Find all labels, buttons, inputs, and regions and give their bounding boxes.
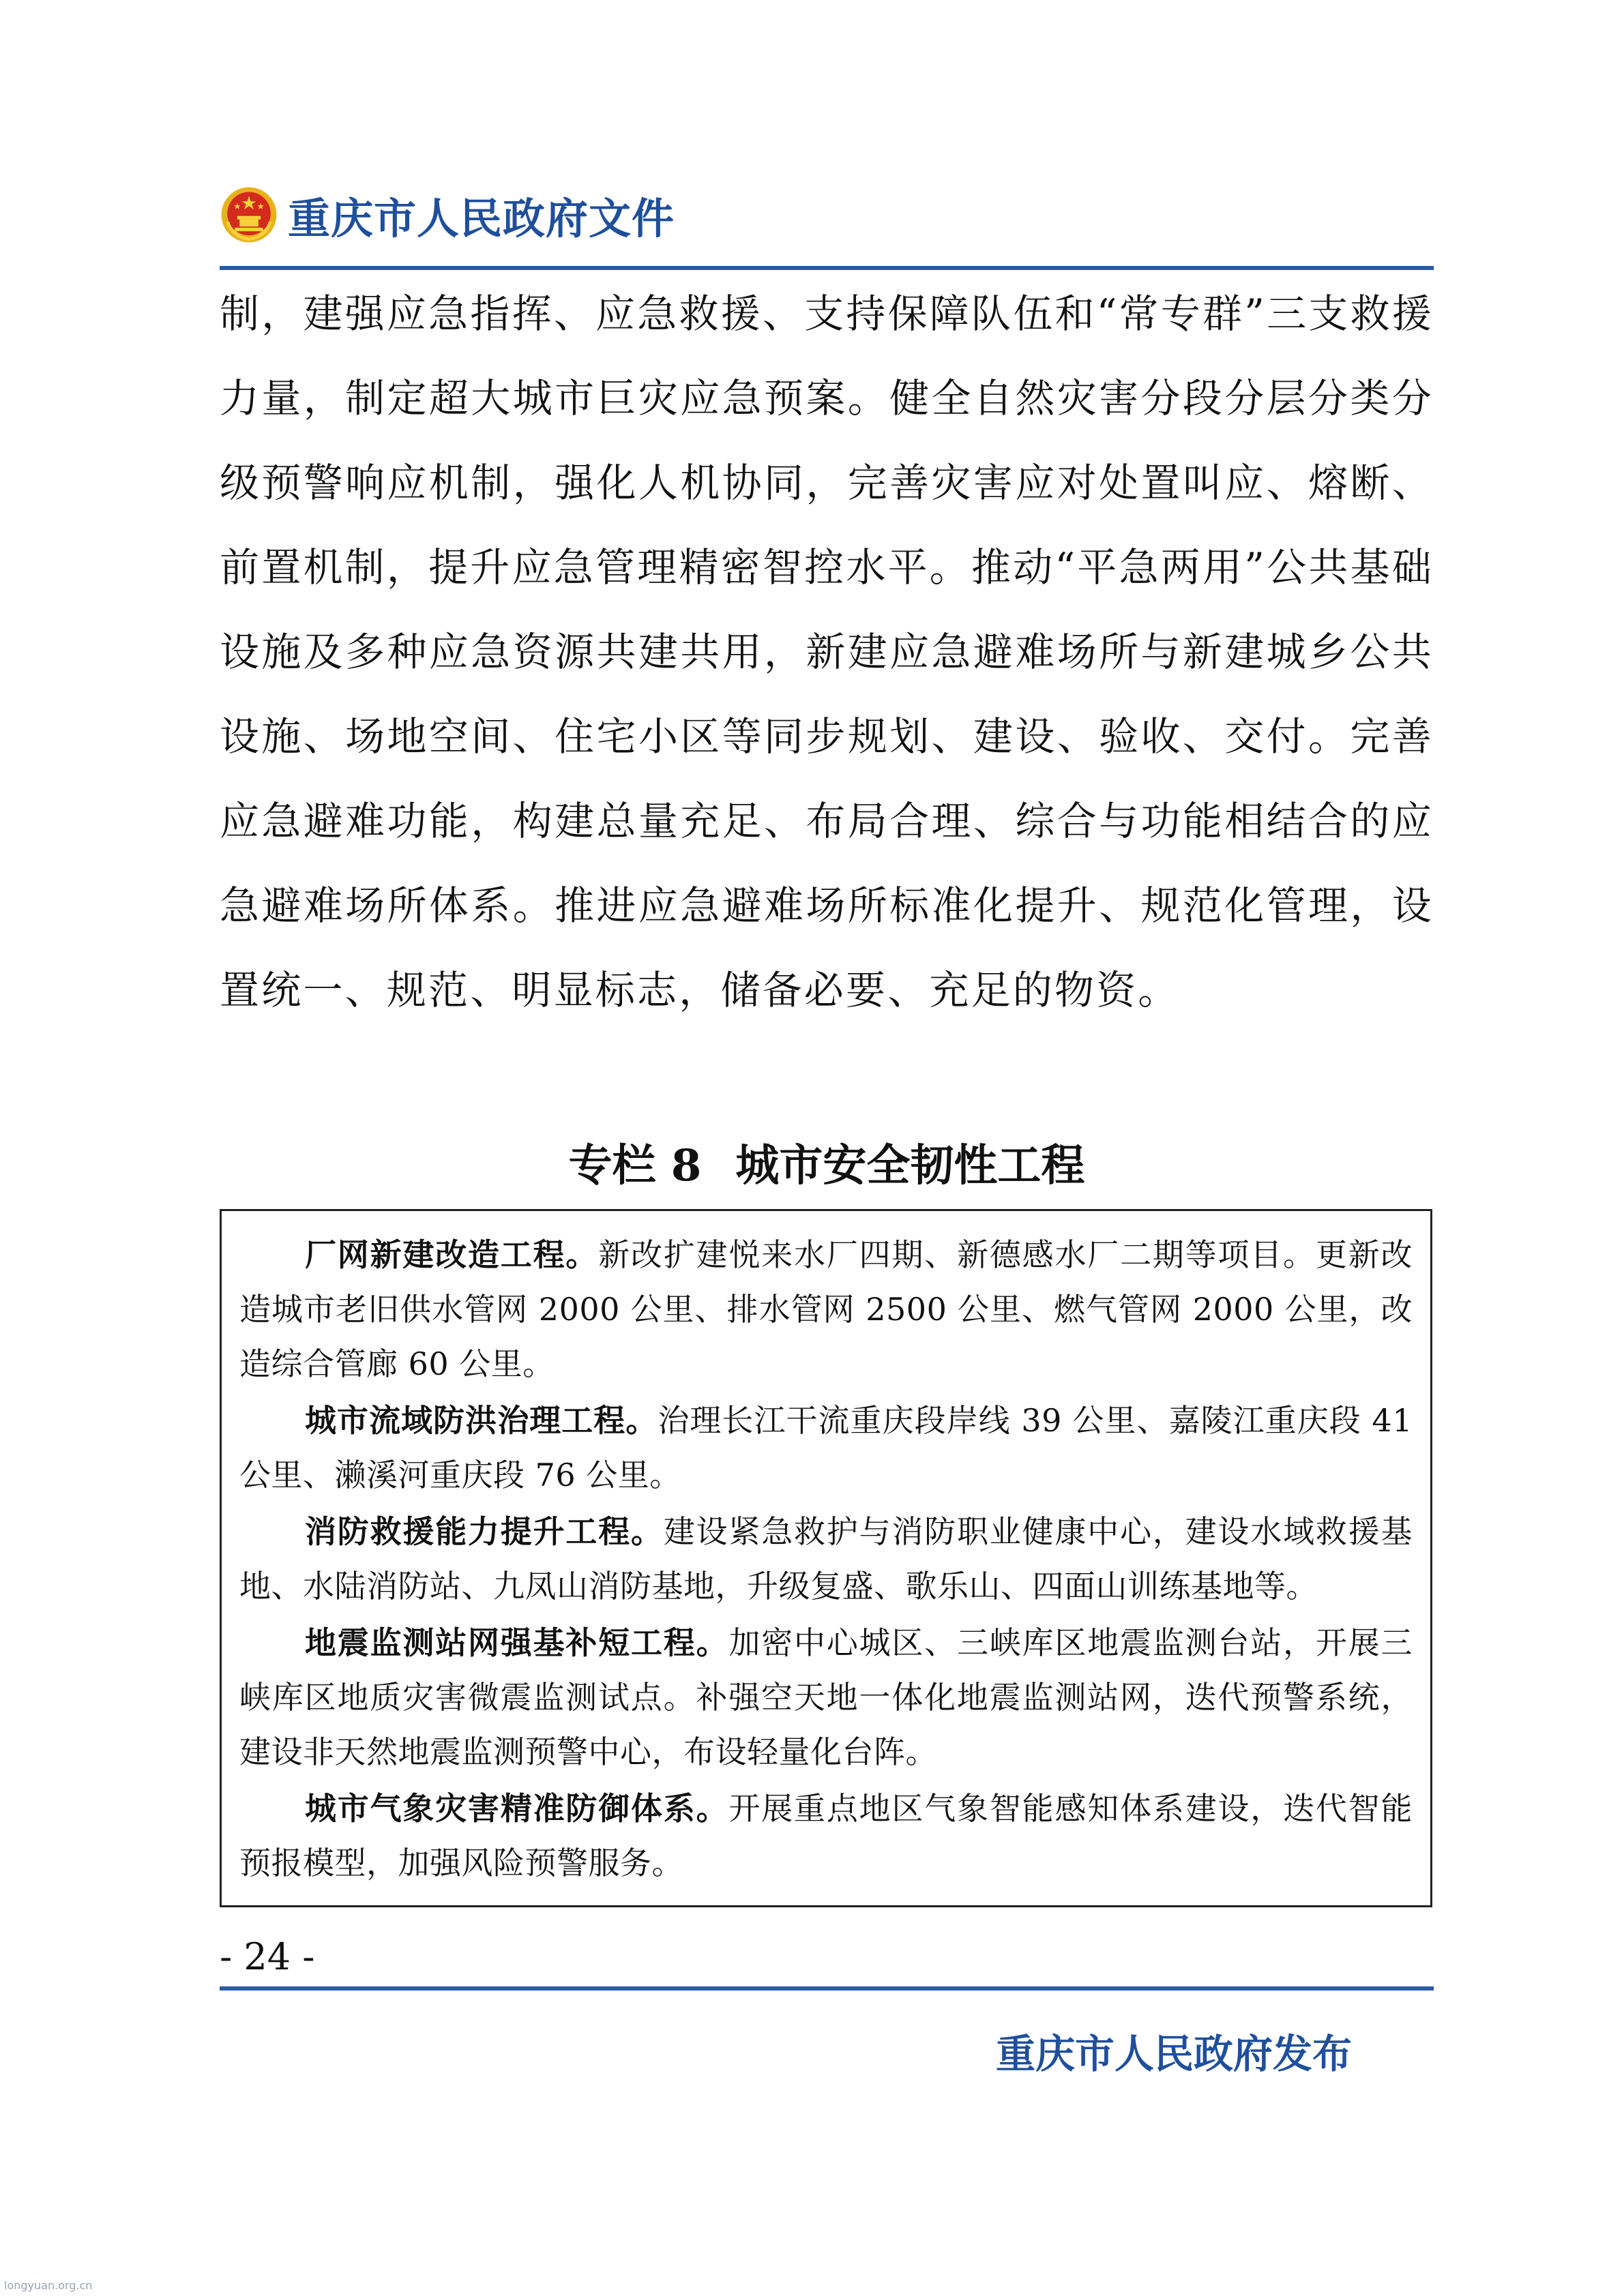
project-name: 城市流域防洪治理工程。 xyxy=(305,1402,658,1439)
body-paragraph: 制，建强应急指挥、应急救援、支持保障队伍和“常专群”三支救援力量，制定超大城市巨灾应急预案。健全自然灾害分段分层分类分级预警响应机制，强化人机协同，完善灾害应对处置叫应、熔断、前置机制，提升应急管理精密智控水平。推动“平急两用”公共基础设施及多种应急资源共建共用，新建应急避难场所与新建城乡公共设施、场地空间、住宅小区等同步规划、建设、验收、交付。完善应急避难功能，构建总量充足、布局合理、综合与功能相结合的应急避难场所体系。推进应急避难场所标准化提升、规范化管理，设置统一、规范、明显标志，储备必要、充足的物资。 xyxy=(220,290,1434,1013)
column-box xyxy=(220,1209,1432,1907)
project-text: 加密中心城区、三峡库区地震监测台站，开展三峡库区地质灾害微震监测试点。补强空天地一体化地震监测站网，迭代预警系统，建设非天然地震监测预警中心，布设轻量化台阵。 xyxy=(239,1624,1413,1770)
project-text: 建设紧急救护与消防职业健康中心，建设水域救援基地、水陆消防站、九凤山消防基地，升级复盛、歌乐山、四面山训练基地等。 xyxy=(239,1513,1413,1605)
column-label: 专栏 8 xyxy=(568,1140,702,1191)
page-number: - 24 - xyxy=(220,1935,315,1978)
project-name: 地震监测站网强基补短工程。 xyxy=(305,1624,729,1661)
project-item xyxy=(239,1615,1413,1779)
project-text: 新改扩建悦来水厂四期、新德感水厂二期等项目。更新改造城市老旧供水管网 2000 公里、排水管网 2500 公里、燃气管网 2000 公里，改造综合管廊 60 公里。 xyxy=(239,1236,1413,1382)
site-watermark: longyuan.org.cn xyxy=(4,2279,93,2292)
project-text: 开展重点地区气象智能感知体系建设，迭代智能预报模型，加强风险预警服务。 xyxy=(239,1790,1413,1881)
project-item xyxy=(239,1227,1413,1391)
project-name: 城市气象灾害精准防御体系。 xyxy=(305,1790,729,1827)
column-heading: 城市安全韧性工程 xyxy=(735,1141,1085,1191)
header-rule xyxy=(220,266,1434,270)
project-name: 消防救援能力提升工程。 xyxy=(305,1513,664,1550)
footer-rule xyxy=(220,1986,1434,1991)
project-name: 厂网新建改造工程。 xyxy=(305,1236,599,1273)
column-title xyxy=(220,1132,1434,1200)
header-title: 重庆市人民政府文件 xyxy=(288,193,675,243)
project-item xyxy=(239,1393,1413,1502)
footer-publisher: 重庆市人民政府发布 xyxy=(996,2031,1353,2077)
project-item xyxy=(239,1504,1413,1613)
document-header xyxy=(220,184,675,245)
project-item xyxy=(239,1781,1413,1890)
project-text: 治理长江干流重庆段岸线 39 公里、嘉陵江重庆段 41 公里、濑溪河重庆段 76 公里。 xyxy=(239,1402,1413,1493)
national-emblem-icon xyxy=(220,185,278,244)
